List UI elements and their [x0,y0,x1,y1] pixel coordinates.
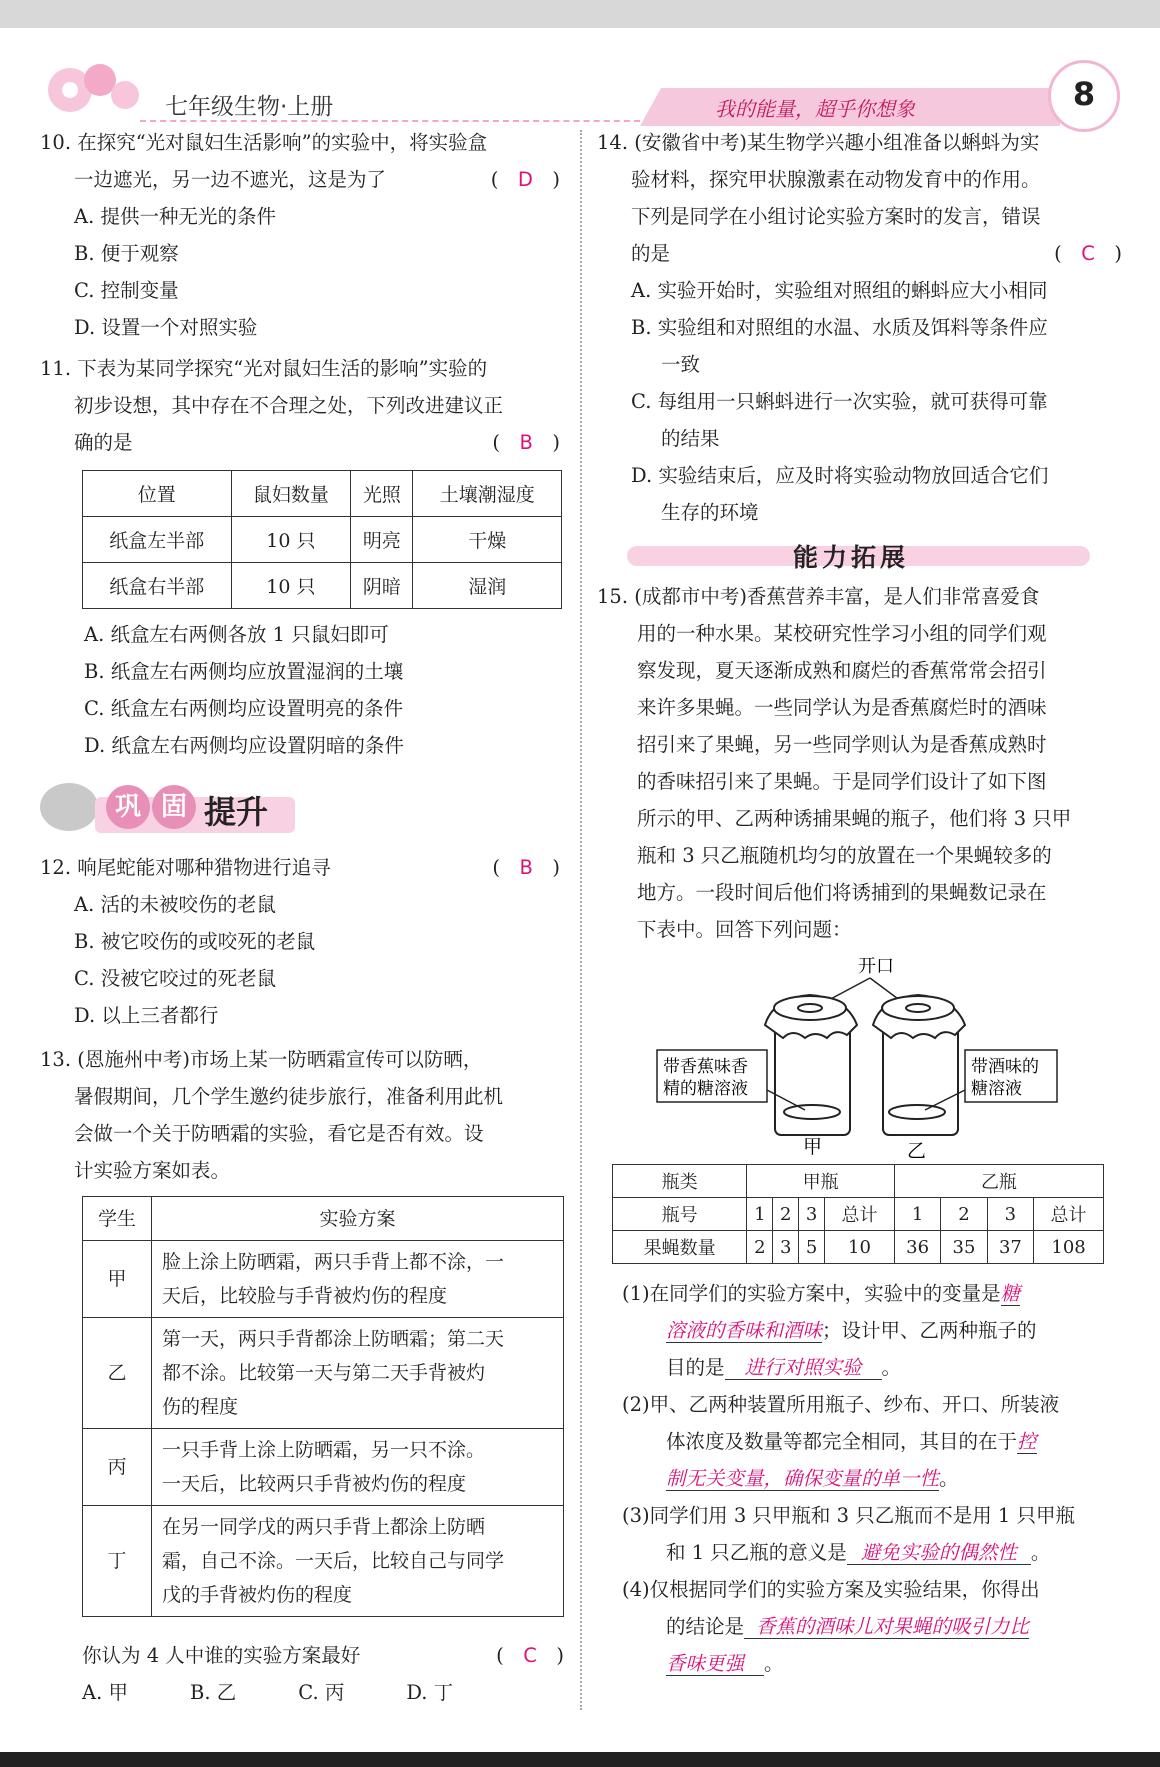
q13-stem-2: 暑假期间，几个学生邀约徒步旅行，准备利用此机 [74,1085,504,1108]
q11-option-d: D. 纸盒左右两侧均应设置阴暗的条件 [84,734,404,757]
q15-line: 15. (成都市中考)香蕉营养丰富，是人们非常喜爱食 [597,585,1040,608]
question-14: 14. (安徽省中考)某生物学兴趣小组准备以蝌蚪为实 验材料，探究甲状腺激素在动物发育中的作用。 下列是同学在小组讨论实验方案时的发言，错误 的是 ( C ) A. 实验开始时，实验组对照组的蝌蚪应大小相同 B. 实验组和对照组的水温、水质及饵料等条件应 一致 C. 每组用一只蝌蚪进行一次实验，就可获得可靠 的结果 D. 实验结束后，应及时将实验动物放回适合它们 生存的环境 [597,124,1122,531]
q15-line: 所示的甲、乙两种诱捕果蝇的瓶子，他们将 3 只甲 [637,807,1072,830]
table-cell: 干燥 [413,517,562,563]
jar-b [873,995,965,1135]
q11-option-a: A. 纸盒左右两侧各放 1 只鼠妇即可 [84,623,389,646]
column-divider [580,130,582,1710]
table-cell-line: 脸上涂上防晒霜，两只手背上都不涂，一 [162,1251,505,1273]
q15-s4-end: 。 [764,1652,784,1675]
table-cell: 10 [825,1231,895,1264]
q14-stem-4: 的是 [631,242,671,265]
q11-stem-1: 11. 下表为某同学探究“光对鼠妇生活的影响”实验的 [40,357,488,380]
q12-option-c: C. 没被它咬过的死老鼠 [74,967,277,990]
bottom-bar [0,1752,1160,1767]
section-char-2: 固 [152,785,196,829]
section-char-1: 巩 [106,785,150,829]
figure-opening-label: 开口 [858,956,894,977]
q15-s4-text: (4)仅根据同学们的实验方案及实验结果，你得出 [622,1578,1040,1601]
figure-right-label-1: 带酒味的 [971,1057,1039,1077]
q10-answer: D [517,168,533,191]
jar-a-label: 甲 [803,1136,823,1158]
table-cell: 5 [799,1231,825,1264]
q15-th-a: 甲瓶 [747,1165,895,1198]
figure-pointer-line [767,1090,805,1110]
q13-stem-4: 计实验方案如表。 [74,1159,231,1182]
q15-th-num: 瓶号 [613,1198,747,1231]
figure-left-label-2: 精的糖溶液 [663,1079,748,1099]
jar-b-label: 乙 [907,1140,927,1160]
table-cell: 3 [773,1231,799,1264]
header-dash-line [140,120,640,122]
q12-option-b: B. 被它咬伤的或咬死的老鼠 [74,930,316,953]
q13-option-c: C. 丙 [298,1681,345,1704]
q10-option-c: C. 控制变量 [74,279,179,302]
q15-th-count: 果蝇数量 [613,1231,747,1264]
q14-answer: C [1081,242,1095,265]
question-12: 12. 响尾蛇能对哪种猎物进行追寻 ( B ) A. 活的未被咬伤的老鼠 B. 被它咬伤的或咬死的老鼠 C. 没被它咬过的死老鼠 D. 以上三者都行 [40,849,560,1034]
header-slogan: 我的能量，超乎你想象 [715,97,915,121]
q12-answer: B [519,856,533,879]
q15-s2-end: 。 [939,1467,959,1490]
q12-option-d: D. 以上三者都行 [74,1004,219,1027]
q15-line: 察发现，夏天逐渐成熟和腐烂的香蕉常常会招引 [637,659,1047,682]
table-cell: 1 [747,1198,773,1231]
section-heading-consolidate [40,775,295,841]
q11-answer: B [519,431,533,454]
table-cell: 10 只 [231,563,351,609]
table-cell: 2 [773,1198,799,1231]
q14-option-c-cont: 的结果 [661,427,720,450]
book-title: 七年级生物·上册 [165,94,334,120]
q13-option-a: A. 甲 [82,1681,128,1704]
q13-option-b: B. 乙 [189,1681,237,1704]
q14-option-d: D. 实验结束后，应及时将实验动物放回适合它们 [631,464,1049,487]
table-cell: 纸盒左半部 [83,517,232,563]
q15-line: 的香味招引来了果蝇。于是同学们设计了如下图 [637,770,1047,793]
q15-line: 招引来了果蝇，另一些同学则认为是香蕉成熟时 [637,733,1047,756]
table-cell-line: 霜，自己不涂。一天后，比较自己与同学 [162,1550,505,1572]
q15-th-b: 乙瓶 [894,1165,1103,1198]
q15-s2-text: (2)甲、乙两种装置所用瓶子、纱布、开口、所装液 [622,1393,1060,1416]
table-cell: 108 [1034,1231,1104,1264]
q15-s1-end: 。 [881,1356,902,1379]
table-cell: 1 [894,1198,940,1231]
table-cell-line: 天后，比较脸与手背被灼伤的程度 [162,1285,448,1307]
table-cell: 36 [894,1231,940,1264]
q13-option-d: D. 丁 [406,1681,454,1704]
q15-subquestions [622,1275,1124,1682]
page-number: 8 [1048,60,1120,132]
question-10: 10. 在探究“光对鼠妇生活影响”的实验中，将实验盒 一边遮光，另一边不遮光，这是为了 ( D ) A. 提供一种无光的条件 B. 便于观察 C. 控制变量 D. 设置一个对照实验 [40,124,560,346]
q15-s2-answer-1: 控 [1017,1430,1037,1453]
section-heading-extend: 能力拓展 [793,543,910,572]
q13-th-1: 学生 [83,1197,152,1241]
q15-th-type: 瓶类 [613,1165,747,1198]
q15-s1-answer-1: 糖 [1000,1282,1021,1305]
q13-stem-1: 13. (恩施州中考)市场上某一防晒霜宣传可以防晒， [40,1048,483,1071]
q14-option-b: B. 实验组和对照组的水温、水质及饵料等条件应 [631,316,1048,339]
q11-th-2: 鼠妇数量 [231,471,351,517]
q11-option-b: B. 纸盒左右两侧均应放置湿润的土壤 [84,660,404,683]
q11-th-4: 土壤潮湿度 [413,471,562,517]
table-cell: 2 [941,1198,987,1231]
question-15 [597,578,1122,948]
table-cell: 阴暗 [351,563,413,609]
table-cell: 2 [747,1231,773,1264]
table-cell: 10 只 [231,517,351,563]
q15-s1-text-3: 目的是 [666,1356,725,1379]
table-cell-line: 一天后，比较两只手背被灼伤的程度 [162,1473,467,1495]
q15-s2-text-2: 体浓度及数量等都完全相同，其目的在于 [666,1430,1018,1453]
table-cell: 37 [987,1231,1033,1264]
q14-option-b-cont: 一致 [661,353,701,376]
q15-line: 瓶和 3 只乙瓶随机均匀的放置在一个果蝇较多的 [637,844,1052,867]
q15-line: 地方。一段时间后他们将诱捕到的果蝇数记录在 [637,881,1047,904]
q10-stem-2: 一边遮光，另一边不遮光，这是为了 [74,168,387,191]
q10-option-a: A. 提供一种无光的条件 [74,205,276,228]
q15-line: 来许多果蝇。一些同学认为是香蕉腐烂时的酒味 [637,696,1047,719]
table-cell: 35 [941,1231,987,1264]
question-11: 11. 下表为某同学探究“光对鼠妇生活的影响”实验的 初步设想，其中存在不合理之处，下列改进建议正 确的是 ( B ) [40,350,560,461]
q12-option-a: A. 活的未被咬伤的老鼠 [74,893,276,916]
jar-a [765,995,857,1135]
q13-follow-text: 你认为 4 人中谁的实验方案最好 [82,1644,361,1667]
table-cell-line: 在另一同学戊的两只手背上都涂上防晒 [162,1516,486,1538]
q15-s4-answer-1: 香蕉的酒味儿对果蝇的吸引力比 [744,1615,1029,1639]
q13-table [82,1196,564,1617]
q14-option-d-cont: 生存的环境 [661,501,759,524]
q15-s3-text: (3)同学们用 3 只甲瓶和 3 只乙瓶而不是用 1 只甲瓶 [622,1504,1076,1527]
q14-stem-1: 14. (安徽省中考)某生物学兴趣小组准备以蝌蚪为实 [597,131,1040,154]
q11-th-3: 光照 [351,471,413,517]
table-cell-line: 第一天，两只手背都涂上防晒霜；第二天 [162,1328,505,1350]
q15-line: 用的一种水果。某校研究性学习小组的同学们观 [637,622,1047,645]
fly-trap-figure [655,950,1075,1160]
table-cell: 丁 [83,1506,152,1617]
q12-stem: 12. 响尾蛇能对哪种猎物进行追寻 [40,856,331,879]
table-cell: 3 [799,1198,825,1231]
q11-table [82,470,562,609]
table-cell-line: 伤的程度 [162,1396,239,1418]
q13-stem-3: 会做一个关于防晒霜的实验，看它是否有效。设 [74,1122,484,1145]
q15-s2-answer-2: 制无关变量，确保变量的单一性 [666,1467,940,1490]
q10-stem: 10. 在探究“光对鼠妇生活影响”的实验中，将实验盒 [40,131,488,154]
q14-option-a: A. 实验开始时，实验组对照组的蝌蚪应大小相同 [631,279,1048,302]
q11-stem-3: 确的是 [74,431,133,454]
q14-stem-3: 下列是同学在小组讨论实验方案时的发言，错误 [631,205,1041,228]
flower-ornament [40,55,160,125]
q15-s1-text: (1)在同学们的实验方案中，实验中的变量是 [622,1282,1001,1305]
table-cell-line: 戊的手背被灼伤的程度 [162,1584,353,1606]
q15-s1-answer-3: 进行对照实验 [725,1356,882,1380]
q11-options [74,616,564,764]
q15-s1-answer-2: 溶液的香味和酒味 [666,1319,823,1342]
q15-s4-text-2: 的结论是 [666,1615,745,1638]
q10-option-b: B. 便于观察 [74,242,179,265]
section-palette-icon [40,783,98,831]
q11-stem-2: 初步设想，其中存在不合理之处，下列改进建议正 [74,394,504,417]
figure-right-label-2: 糖溶液 [971,1079,1022,1099]
q15-s4-answer-2: 香味更强 [666,1652,764,1676]
q13-answer: C [523,1644,537,1667]
q11-option-c: C. 纸盒左右两侧均应设置明亮的条件 [84,697,404,720]
top-bar [0,0,1160,28]
table-cell: 乙 [83,1318,152,1429]
q13-th-2: 实验方案 [152,1197,564,1241]
table-cell: 明亮 [351,517,413,563]
q14-stem-2: 验材料，探究甲状腺激素在动物发育中的作用。 [631,168,1041,191]
q11-th-1: 位置 [83,471,232,517]
table-cell: 总计 [1034,1198,1104,1231]
q15-line: 下表中。回答下列问题： [637,918,852,941]
q15-s3-answer: 避免实验的偶然性 [847,1541,1031,1565]
table-cell-line: 一只手背上涂上防晒霜，另一只不涂。 [162,1439,486,1461]
table-cell: 总计 [825,1198,895,1231]
q15-s3-end: 。 [1030,1541,1051,1564]
section-title-rest: 提升 [204,793,269,831]
figure-left-label-1: 带香蕉味香 [663,1057,748,1077]
q15-s3-text-2: 和 1 只乙瓶的意义是 [666,1541,847,1564]
table-cell: 纸盒右半部 [83,563,232,609]
table-cell: 湿润 [413,563,562,609]
q15-s1-text-2: ；设计甲、乙两种瓶子的 [822,1319,1037,1342]
question-13 [40,1041,565,1189]
q13-follow: 你认为 4 人中谁的实验方案最好 ( C ) A. 甲 B. 乙 C. 丙 D. 丁 [82,1637,564,1711]
q14-option-c: C. 每组用一只蝌蚪进行一次实验，就可获得可靠 [631,390,1048,413]
table-cell: 甲 [83,1241,152,1318]
q10-option-d: D. 设置一个对照实验 [74,316,258,339]
table-cell-line: 都不涂。比较第一天与第二天手背被灼 [162,1362,486,1384]
table-cell: 3 [987,1198,1033,1231]
table-cell: 丙 [83,1429,152,1506]
q15-table [612,1164,1104,1264]
